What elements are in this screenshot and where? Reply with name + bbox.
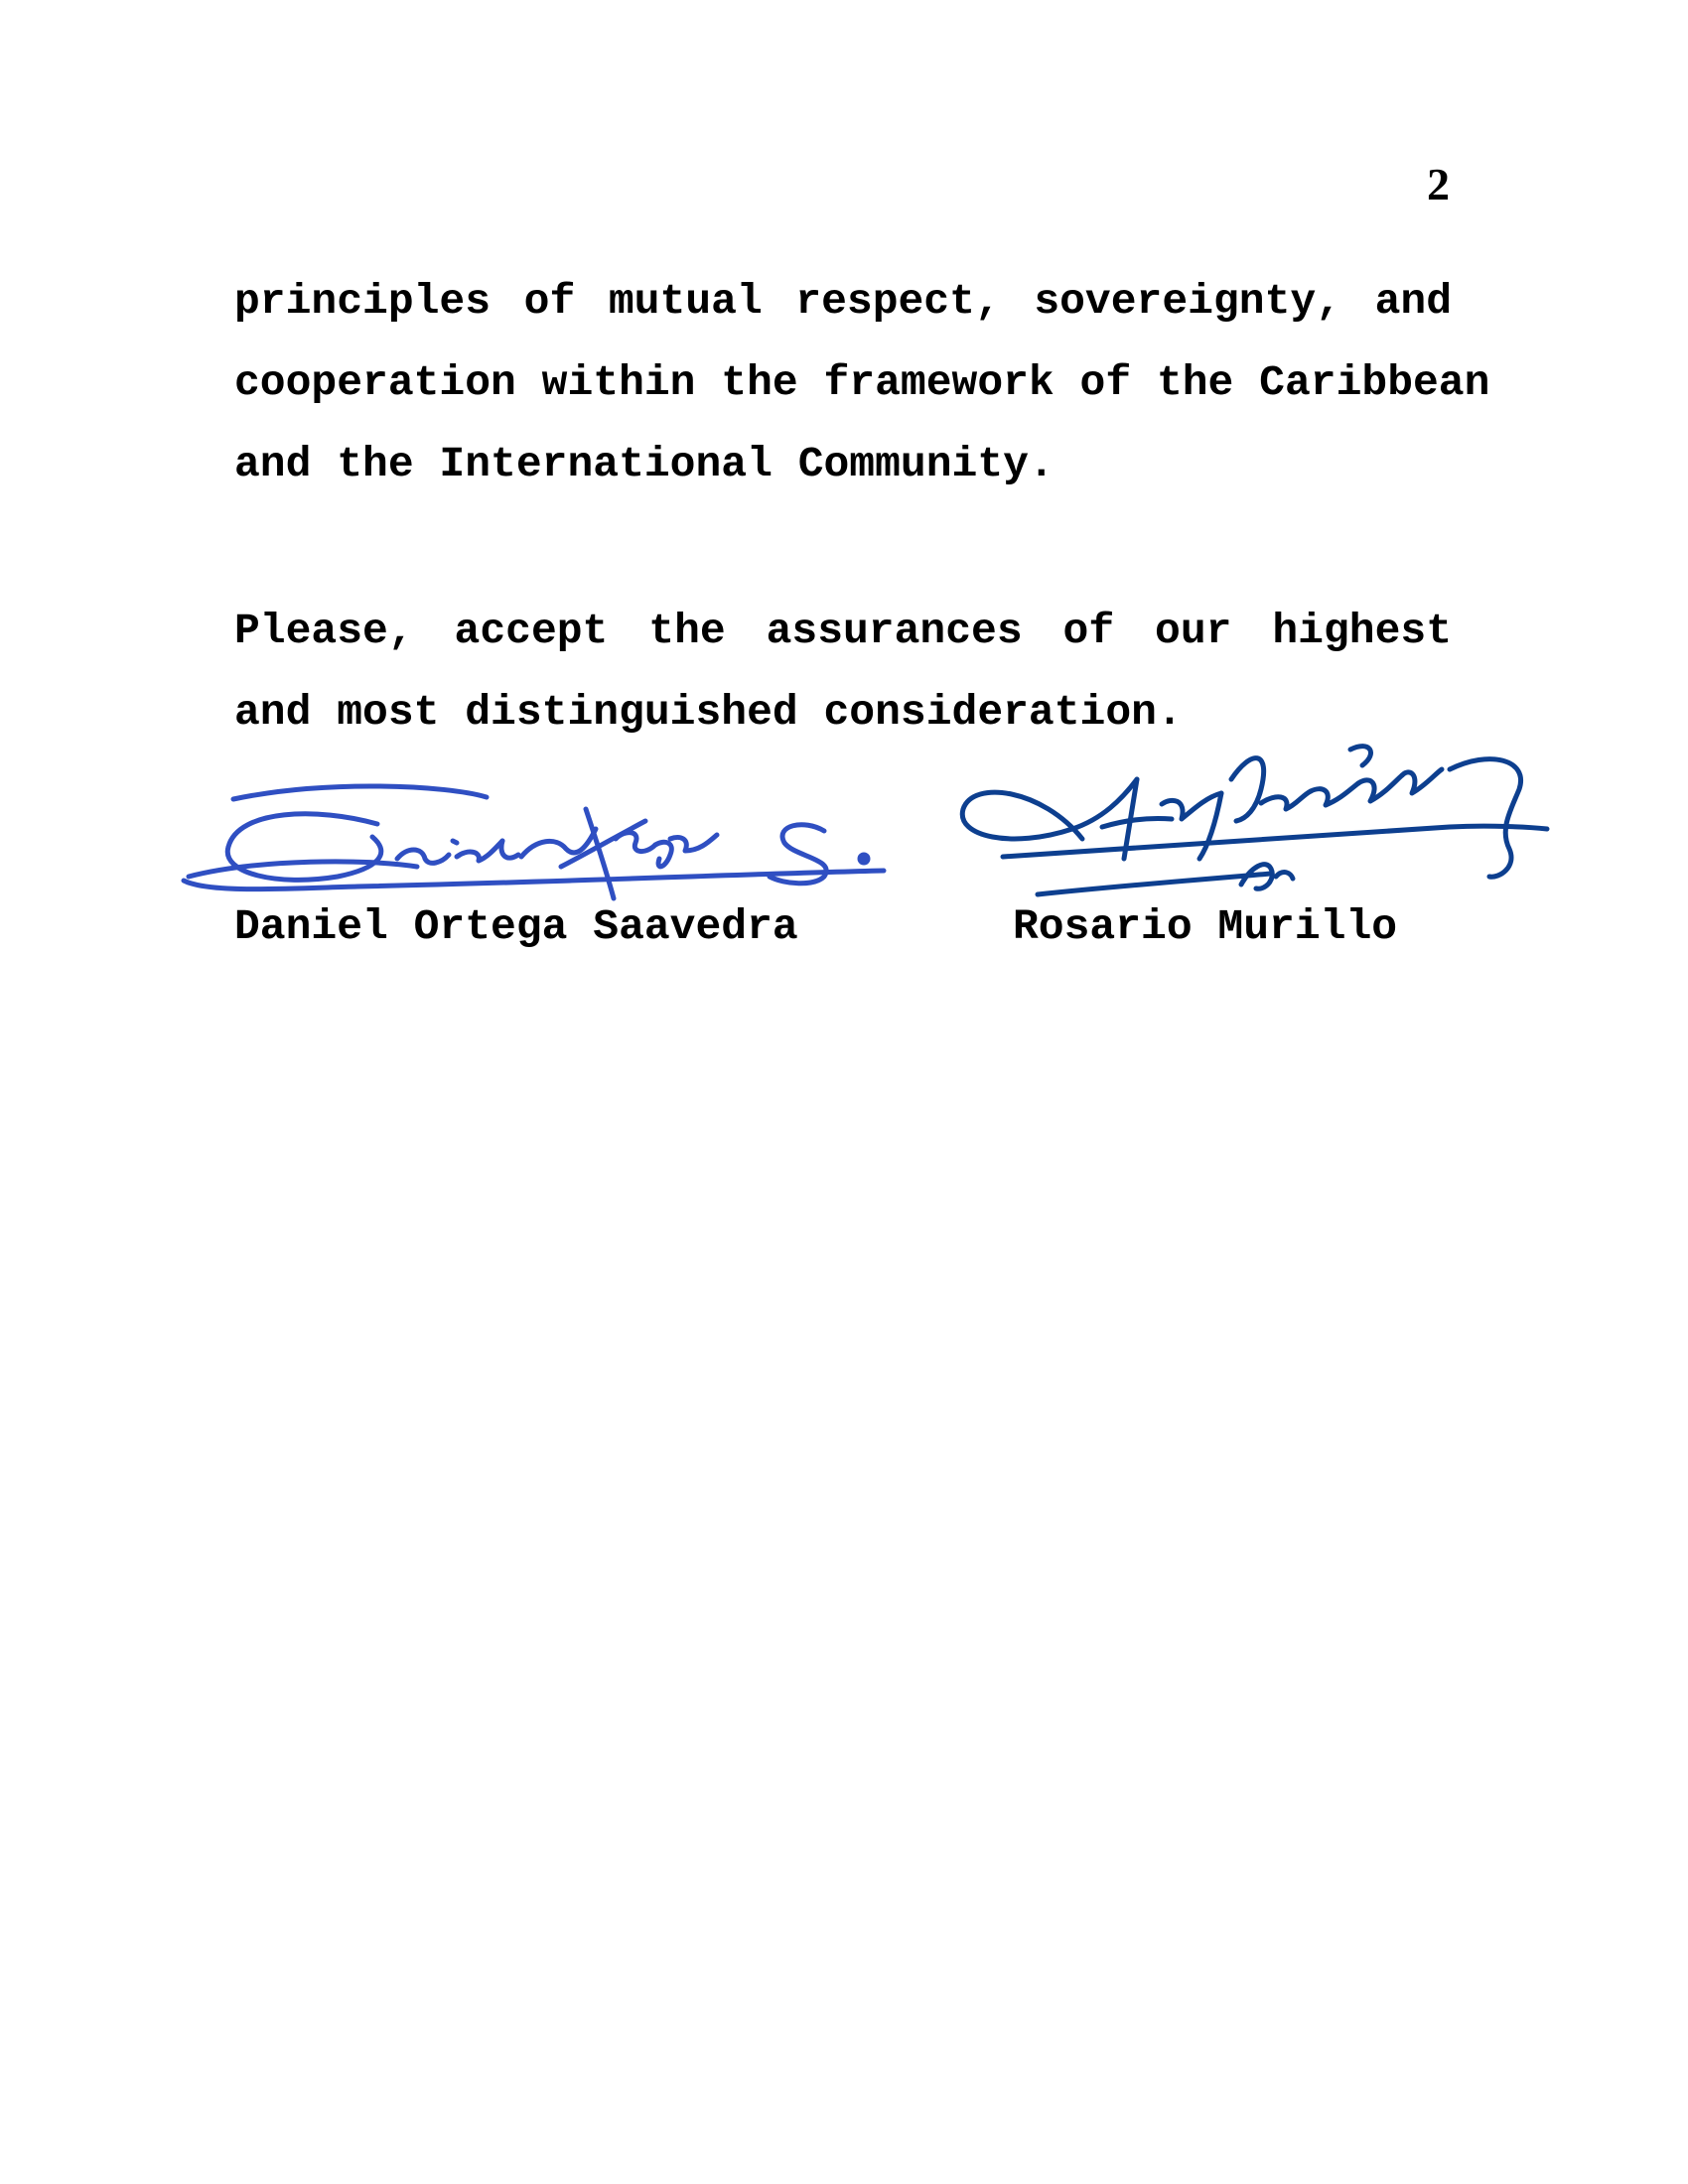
paragraph-line: principles of mutual respect, sovereignty, and [234, 277, 1452, 326]
signature-ortega [169, 759, 904, 918]
page-number: 2 [1427, 159, 1450, 209]
signature-murillo [933, 710, 1549, 928]
signatory-name-ortega: Daniel Ortega Saavedra [234, 902, 798, 951]
paragraph-line: and the International Community. [234, 440, 1055, 488]
signatory-name-murillo: Rosario Murillo [1013, 902, 1398, 951]
paragraph-line: cooperation within the framework of the Caribbean [234, 358, 1490, 407]
paragraph-line: Please, accept the assurances of our highest [234, 607, 1452, 655]
paragraph-line: and most distinguished consideration. [234, 688, 1183, 737]
body-paragraph-1 [234, 261, 1490, 505]
